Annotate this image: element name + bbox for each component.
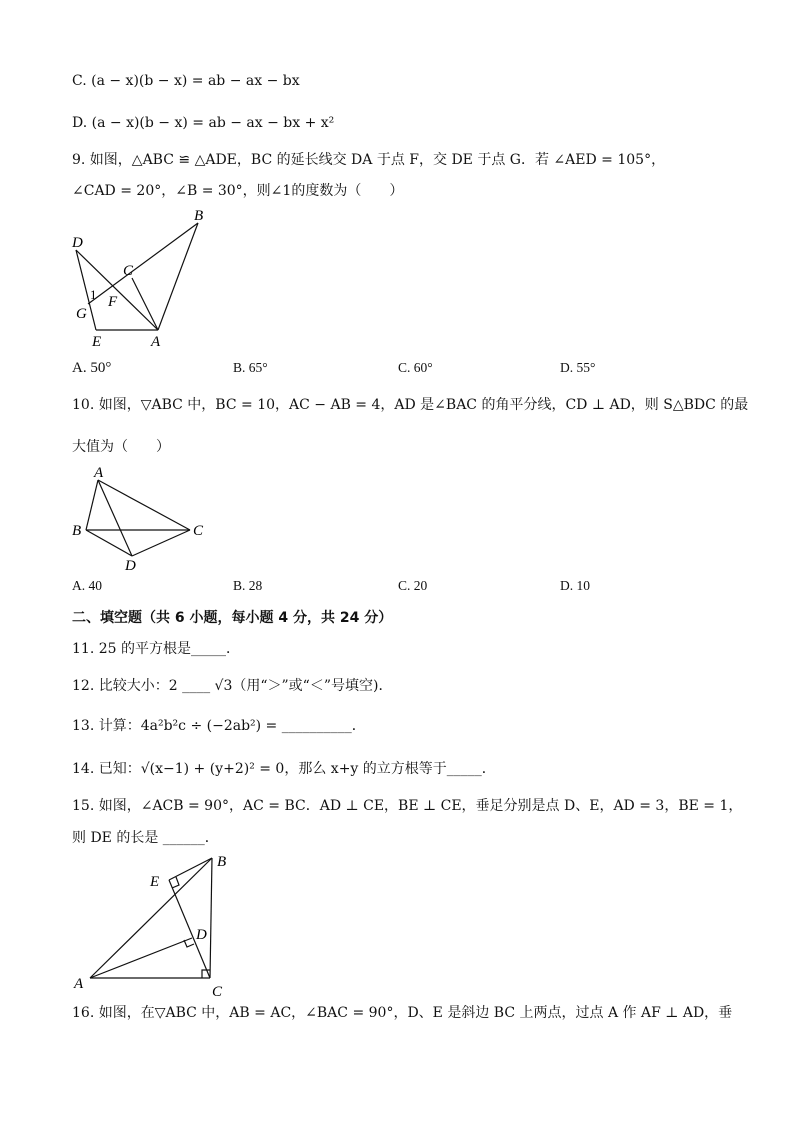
q8-option-d: D. (a − x)(b − x) = ab − ax − bx + x²: [72, 115, 335, 131]
q14-text: 14. 已知：√(x−1) + (y+2)² = 0，那么 x+y 的立方根等于_____．: [72, 761, 496, 777]
q10-stem-line2: 大值为（ ）: [72, 439, 170, 455]
q9-stem-line2: ∠CAD = 20°，∠B = 30°，则∠1的度数为（ ）: [72, 183, 404, 199]
q10-option-a: A. 40: [72, 578, 102, 593]
q10-label-C: C: [193, 523, 204, 539]
q15-label-C: C: [212, 984, 223, 998]
q9-figure: [66, 205, 216, 350]
q15-label-A: A: [74, 976, 84, 992]
q10-option-c: C. 20: [398, 578, 428, 593]
q9-label-A: A: [151, 334, 161, 350]
q15-figure: [70, 848, 240, 998]
q9-label-F: F: [108, 294, 118, 310]
q9-label-1: 1: [90, 287, 97, 302]
q9-option-b: B. 65°: [233, 360, 268, 375]
q9-option-d: D. 55°: [560, 360, 596, 375]
q15-label-D: D: [196, 927, 207, 943]
q12-text: 12. 比较大小：2 ____ √3（用“＞”或“＜”号填空)．: [72, 678, 393, 694]
q9-label-G: G: [76, 306, 87, 322]
q15-stem-line2: 则 DE 的长是 ______．: [72, 830, 219, 846]
q10-option-b: B. 28: [233, 578, 263, 593]
q10-stem-line1: 10. 如图，▽ABC 中，BC = 10，AC − AB = 4，AD 是∠BAC 的角平分线，CD ⊥ AD，则 S△BDC 的最: [72, 397, 749, 413]
q9-label-C: C: [123, 263, 134, 279]
q10-label-A: A: [94, 465, 104, 481]
q9-stem-line1: 9. 如图，△ABC ≌ △ADE，BC 的延长线交 DA 于点 F，交 DE 于点 G．若 ∠AED = 105°，: [72, 152, 666, 168]
q9-label-D: D: [72, 235, 83, 251]
q9-label-B: B: [194, 208, 204, 224]
q11-text: 11. 25 的平方根是_____．: [72, 641, 240, 657]
q15-label-E: E: [150, 874, 160, 890]
section-heading-fill-in: 二、填空题（共 6 小题，每小题 4 分，共 24 分）: [72, 610, 393, 626]
q9-label-E: E: [92, 334, 102, 350]
q16-stem-line1: 16. 如图，在▽ABC 中，AB = AC，∠BAC = 90°，D、E 是斜边 BC 上两点，过点 A 作 AF ⊥ AD，垂: [72, 1005, 733, 1021]
q10-option-d: D. 10: [560, 578, 590, 593]
q10-figure: [66, 462, 216, 574]
q10-label-B: B: [72, 523, 82, 539]
q15-label-B: B: [217, 854, 227, 870]
q13-text: 13. 计算：4a²b²c ÷ (−2ab²) = __________．: [72, 718, 366, 734]
q15-stem-line1: 15. 如图，∠ACB = 90°，AC = BC．AD ⊥ CE，BE ⊥ CE，垂足分别是点 D、E，AD = 3，BE = 1，: [72, 798, 743, 814]
q9-option-a: A. 50°: [72, 360, 112, 376]
q9-option-c: C. 60°: [398, 360, 433, 375]
q8-option-c: C. (a − x)(b − x) = ab − ax − bx: [72, 73, 300, 89]
q10-label-D: D: [125, 558, 136, 574]
